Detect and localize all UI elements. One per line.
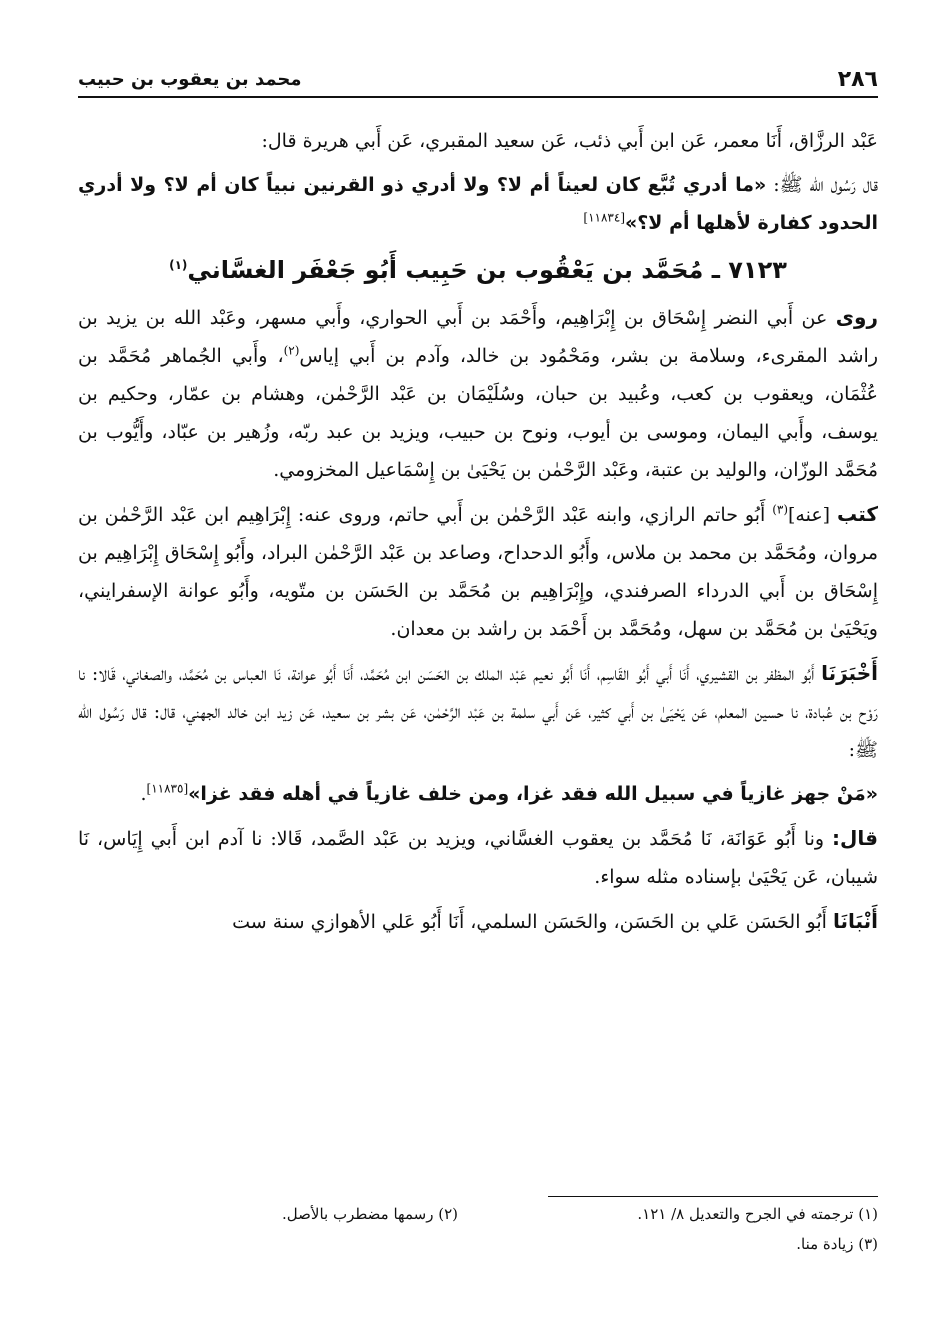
entry-heading: [78, 248, 878, 292]
footnote-marker: (٣): [772, 502, 789, 517]
running-head: [78, 56, 878, 98]
hadith-reference: [١١٨٣٥]: [146, 781, 189, 796]
paragraph-anbana: [78, 902, 878, 941]
paragraph-lead-word: قال:: [832, 826, 878, 850]
paragraph-wrote-from-him: [78, 495, 878, 648]
page-number: ٢٨٦: [837, 67, 878, 92]
hadith-intro: قال رَسُول الله ﷺ:: [766, 174, 878, 196]
paragraph-text: ونا أَبُو عَوَانَة، نَا مُحَمَّد بن يعقوب الغسَّاني، ويزيد بن عَبْد الصَّمد، قَالا: نا آدم ابن أَبي إِيَاس، نَا شيبان، عَن يَحْيَىٰ بإسناده مثله سواء.: [78, 828, 878, 888]
page-body: [78, 122, 878, 941]
running-title: محمد بن يعقوب بن حبيب: [78, 69, 302, 90]
paragraph-end: .: [140, 783, 147, 805]
hadith-text: «ما أدري تُبَّع كان لعيناً أم لا؟ ولا أدري ذو القرنين نبياً كان أم لا؟ ولا أدري الحدود كفارة لأهلها أم لا؟»: [78, 174, 878, 234]
hadith-reference: [١١٨٣٤]: [583, 210, 626, 225]
footnote-2: (٢) رسمها مضطرب بالأصل.: [282, 1205, 458, 1223]
paragraph-hadith-2: [78, 775, 878, 813]
footnote-marker: (١): [169, 258, 188, 272]
paragraph-text: عَبْد الرزَّاق، أَنَا معمر، عَن ابن أَبي ذئب، عَن سعيد المقبري، عَن أَبي هريرة قال:: [261, 130, 878, 152]
paragraph-text: [عنه]: [788, 504, 838, 526]
footnote-divider: [548, 1196, 878, 1197]
paragraph-hadith-1: [78, 166, 878, 242]
paragraph-qala: [78, 819, 878, 896]
paragraph-lead-word: روى: [835, 305, 878, 329]
footnote-row: [78, 1199, 878, 1229]
paragraph-text: ، وأَبي الجُماهر مُحَمَّد بن عُثْمَان، ويعقوب بن كعب، وعُبيد بن حبان، وسُلَيْمَان بن عَبْد الرَّحْمٰن، وهشام بن عمّار، وحكيم بن يوسف، وأَبي اليمان، وموسى بن أيوب، ونوح بن حبيب، ويزيد بن عبد ربّه، وزُهير بن عبّاد، وأَيُّوب بن مُحَمَّد الوزّان، والوليد بن عتبة، وعَبْد الرَّحْمٰن بن يَحْيَىٰ بن إِسْمَاعيل المخزومي.: [78, 345, 878, 481]
paragraph-narrated-from: [78, 298, 878, 489]
paragraph-lead-word: أَنْبَانَا: [832, 909, 878, 933]
paragraph-lead-word: أَخْبَرَنَا: [821, 661, 878, 685]
paragraph-text: عن أَبي النضر إِسْحَاق بن إِبْرَاهِيم، وأَحْمَد بن أَبي الحواري، وأَبي مسهر، وعَبْد الله بن يزيد بن راشد المقرىء، وسلامة بن بشر، ومَحْمُود بن خالد، وآدم بن أَبي إياس: [78, 307, 878, 367]
footnote-marker: (٢): [283, 343, 300, 358]
paragraph-text: أَبُو الحَسَن عَلي بن الحَسَن، والحَسَن السلمي، أَنَا أَبُو عَلي الأهوازي سنة ست: [232, 911, 833, 933]
hadith-text: «مَنْ جهز غازياً في سبيل الله فقد غزا، ومن خلف غازياً في أهله فقد غزا»: [188, 783, 878, 805]
book-page: [78, 56, 878, 947]
paragraph-lead-word: كتب: [837, 502, 878, 526]
footnotes: [78, 1196, 878, 1259]
footnote-row: [78, 1229, 878, 1259]
footnote-3: (٣) زيادة منا.: [796, 1235, 878, 1253]
paragraph-text: أَبُو المظفر بن القشيري، أَنَا أَبي أَبُو القَاسِم، أَنَا أَبُو نعيم عَبْد الملك بن الحَسَن ابن مُحَمَّد، أَنَا أَبُو عوانة، نَا العباس بن مُحَمَّد، والصغاني، قَالا: نا رَوْح بن عُبادة، نا حسين المعلم، عَن يَحْيَىٰ بن أَبي كثير، عَن أَبي سلمة بن عَبْد الرَّحْمٰن، عَن بشر بن سعيد، عَن زيد ابن خالد الجهني، قال: قال رَسُول الله ﷺ:: [78, 663, 878, 761]
entry-heading-text: ٧١٢٣ ـ مُحَمَّد بن يَعْقُوب بن حَبِيب أَبُو جَعْفَر الغسَّاني: [187, 256, 787, 284]
paragraph-isnad: [78, 122, 878, 160]
paragraph-akhbarana: [78, 654, 878, 769]
footnote-1: (١) ترجمته في الجرح والتعديل ٨/ ١٢١.: [637, 1205, 878, 1223]
paragraph-text: أَبُو حاتم الرازي، وابنه عَبْد الرَّحْمٰن بن أَبي حاتم، وروى عنه: إِبْرَاهِيم ابن عَبْد الرَّحْمٰن بن مروان، ومُحَمَّد بن محمد بن ملاس، وأَبُو الدحداح، وصاعد بن عَبْد الرَّحْمٰن البراد، وأَبُو إِسْحَاق إِبْرَاهِيم بن إِسْحَاق بن أَبي الدرداء الصرفندي، وإِبْرَاهِيم بن مُحَمَّد بن الحَسَن بن متّويه، وأَبُو عوانة الإسفرايني، ويَحْيَىٰ بن مُحَمَّد بن سهل، ومُحَمَّد بن أَحْمَد بن راشد بن معدان.: [78, 504, 878, 640]
